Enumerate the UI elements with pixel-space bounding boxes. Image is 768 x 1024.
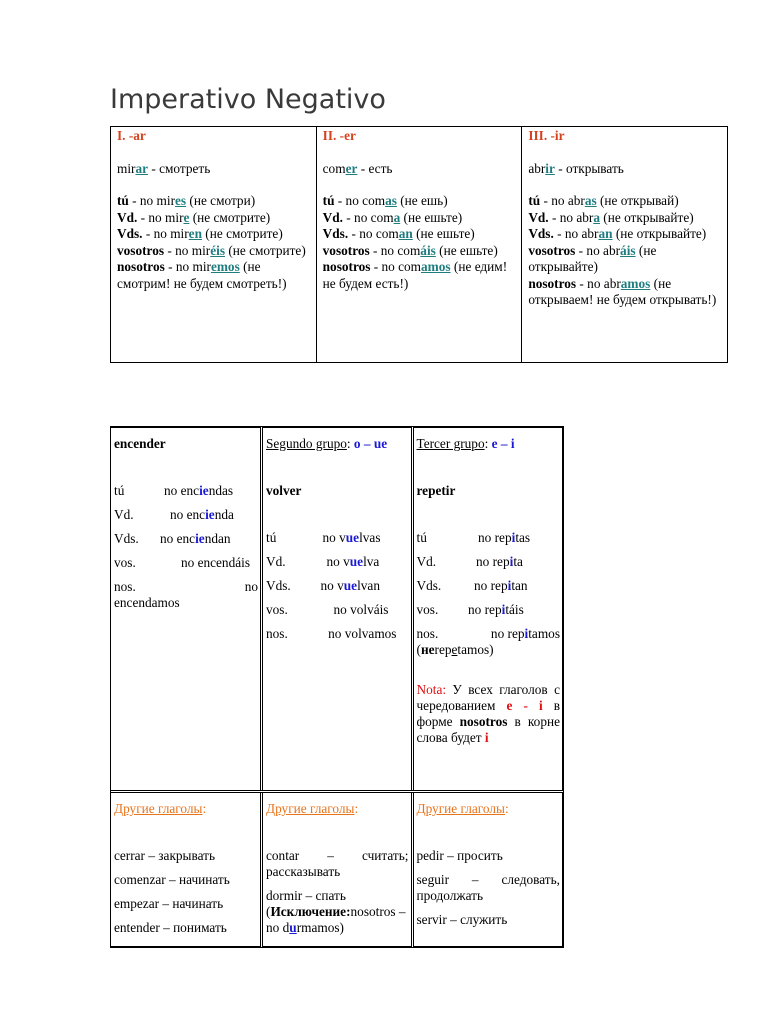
other-verb: servir – служить [416, 912, 508, 927]
infinitive: comer - есть [322, 160, 393, 176]
group-heading: Tercer grupo: e – i [416, 436, 515, 451]
nota: Nota: У всех глаголов с чередованием e - i в форме nosotros в корне слова будет i [416, 682, 561, 745]
form-row: tú no enciendas [114, 483, 234, 498]
column-heading: I. -ar [117, 128, 146, 143]
other-verb: empezar – начинать [114, 896, 224, 911]
form-nosotros: nosotros - no miremos (не смотрим! не будем смотреть!) [117, 259, 287, 291]
other-verb: pedir – просить [416, 848, 503, 863]
other-verb: seguir – следовать, продолжать [416, 872, 560, 903]
other-verb: comenzar – начинать [114, 872, 230, 887]
column-ar [111, 127, 317, 363]
form-row: vos. no encendáis [114, 555, 250, 570]
page-title: Imperativo Negativo [110, 84, 386, 115]
other-verbs-3 [412, 792, 563, 947]
verb-heading: volver [266, 483, 302, 498]
exception-note: (Исключение:nosotros – no durmamos) [266, 904, 406, 935]
infinitive: mirar - смотреть [117, 160, 211, 176]
form-vds: Vds. - no coman (не ешьте) [322, 226, 475, 241]
form-row: Vds. no repitan [416, 578, 528, 593]
form-row: Vd. no repita [416, 554, 523, 569]
form-row: nos. no repitamos [416, 626, 560, 641]
conjugation-table [110, 126, 728, 363]
column-heading: II. -er [322, 128, 356, 143]
form-row: Vds. no vuelvan [266, 578, 380, 593]
stem-change-table [110, 426, 564, 948]
form-vds: Vds. - no miren (не смотрите) [117, 226, 283, 241]
other-verbs-heading: Другие глаголы: [266, 801, 359, 816]
form-vosotros: vosotros - no miréis (не смотрите) [117, 242, 306, 258]
other-verb: dormir – спать [266, 888, 346, 903]
other-verbs-1 [111, 792, 262, 947]
form-vds: Vds. - no abran (не открывайте) [528, 226, 707, 241]
form-row: vos. no volváis [266, 602, 389, 617]
form-row: nos. no [114, 579, 258, 594]
form-row: nos. no volvamos [266, 626, 397, 641]
form-tu: tú - no mires (не смотри) [117, 193, 256, 208]
other-verbs-2 [262, 792, 413, 947]
column-heading: III. -ir [528, 128, 565, 143]
form-vd: Vd. - no mire (не смотрите) [117, 209, 271, 225]
verb-heading: encender [114, 436, 166, 451]
form-nosotros: nosotros - no abramos (не открываем! не будем открывать!) [528, 275, 717, 307]
form-row: tú no repitas [416, 530, 531, 545]
other-verbs-heading: Другие глаголы: [416, 801, 509, 816]
form-vd: Vd. - no coma (не ешьте) [322, 209, 463, 225]
form-row: Vds. no enciendan [114, 531, 231, 546]
form-row: vos. no repitáis [416, 602, 524, 617]
form-tu: tú - no abras (не открывай) [528, 193, 679, 208]
form-row: tú no vuelvas [266, 530, 381, 545]
group-heading: Segundo grupo: o – ue [266, 436, 388, 451]
column-ir [522, 127, 728, 363]
form-nosotros: nosotros - no comamos (не едим! не будем есть!) [322, 259, 508, 291]
column-er [316, 127, 522, 363]
form-tu: tú - no comas (не ешь) [322, 193, 448, 208]
wrong-form: (неrepetamos) [416, 642, 494, 657]
form-row: Vd. no encienda [114, 507, 234, 522]
form-vosotros: vosotros - no comáis (не ешьте) [322, 242, 498, 258]
group-repetir [412, 428, 563, 792]
other-verbs-heading: Другие глаголы: [114, 801, 207, 816]
infinitive: abrir - открывать [528, 160, 624, 176]
form-nos: encendamos [114, 595, 180, 610]
other-verb: cerrar – закрывать [114, 848, 216, 863]
form-vd: Vd. - no abra (не открывайте) [528, 209, 694, 225]
group-volver [262, 428, 413, 792]
form-vosotros: vosotros - no abráis (не открывайте) [528, 242, 657, 274]
verb-heading: repetir [416, 483, 456, 498]
group-encender [111, 428, 262, 792]
other-verb: entender – понимать [114, 920, 227, 935]
other-verb: contar – считать; рассказывать [266, 848, 409, 879]
form-row: Vd. no vuelva [266, 554, 380, 569]
